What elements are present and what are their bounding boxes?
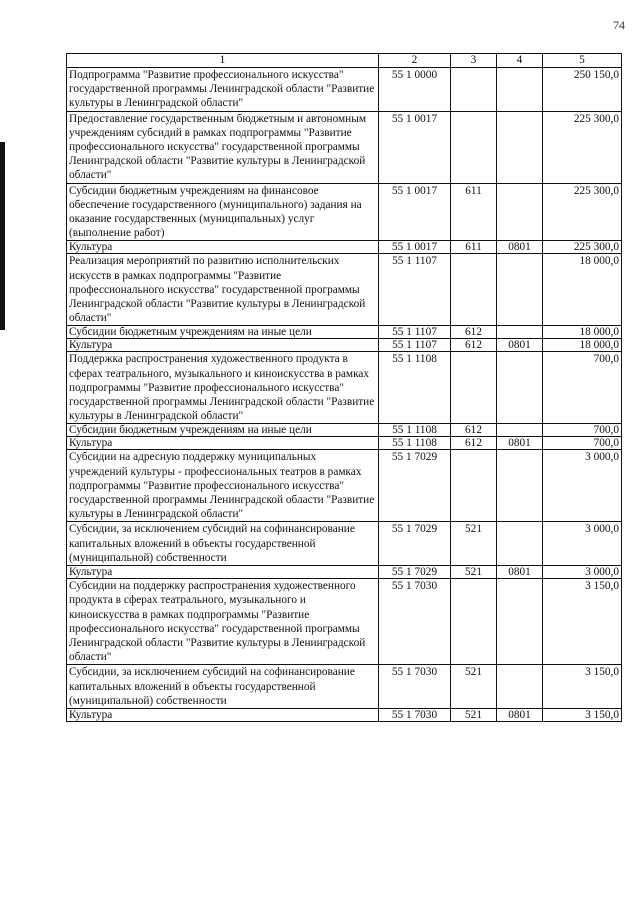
- budget-table-body: [67, 54, 622, 722]
- cell-name: Поддержка распространения художественного продукта в сферах театрального, музыкального и киноискусства в рамках подпрограммы "Развитие профессионального искусства" государственной программы Ленинградской области "Развитие культуры в Ленинградской области": [67, 352, 379, 424]
- cell-expense-type: [451, 352, 497, 424]
- table-row: [67, 326, 622, 339]
- cell-amount: 3 000,0: [543, 522, 622, 566]
- cell-name: Культура: [67, 566, 379, 579]
- cell-section: 0801: [497, 339, 543, 352]
- cell-name: Субсидии бюджетным учреждениям на финансовое обеспечение государственного (муниципального) задания на оказание государственных (муниципальных) услуг (выполнение работ): [67, 183, 379, 241]
- cell-name: Субсидии, за исключением субсидий на софинансирование капитальных вложений в объекты государственной (муниципальной) собственности: [67, 665, 379, 709]
- cell-section: [497, 450, 543, 522]
- page-number: 74: [613, 18, 625, 32]
- table-row: [67, 183, 622, 241]
- cell-name: Предоставление государственным бюджетным и автономным учреждениям субсидий в рамках подпрограммы "Развитие профессионального искусства" государственной программы Ленинградской области "Развитие культуры в Ленинградской области": [67, 111, 379, 183]
- table-row: [67, 450, 622, 522]
- cell-expense-type: [451, 111, 497, 183]
- cell-name: Культура: [67, 708, 379, 721]
- cell-expense-type: [451, 68, 497, 112]
- cell-code: 55 1 1108: [379, 352, 451, 424]
- table-row: [67, 339, 622, 352]
- cell-expense-type: 611: [451, 183, 497, 241]
- cell-code: 55 1 7030: [379, 579, 451, 665]
- cell-name: Субсидии бюджетным учреждениям на иные цели: [67, 326, 379, 339]
- cell-name: Субсидии на поддержку распространения художественного продукта в сферах театрального, музыкального и киноискусства в рамках подпрограммы "Развитие профессионального искусства" государственной программы Ленинградской области "Развитие культуры в Ленинградской области": [67, 579, 379, 665]
- cell-amount: 3 000,0: [543, 566, 622, 579]
- column-header-5: 5: [543, 54, 622, 68]
- table-row: [67, 352, 622, 424]
- cell-code: 55 1 0017: [379, 111, 451, 183]
- cell-section: [497, 424, 543, 437]
- cell-amount: 225 300,0: [543, 241, 622, 254]
- cell-code: 55 1 0017: [379, 183, 451, 241]
- cell-code: 55 1 1107: [379, 254, 451, 326]
- table-row: [67, 566, 622, 579]
- cell-expense-type: 521: [451, 522, 497, 566]
- cell-code: 55 1 7029: [379, 566, 451, 579]
- cell-code: 55 1 1107: [379, 326, 451, 339]
- cell-code: 55 1 0017: [379, 241, 451, 254]
- table-row: [67, 708, 622, 721]
- column-header-3: 3: [451, 54, 497, 68]
- table-row: [67, 424, 622, 437]
- cell-section: [497, 183, 543, 241]
- cell-section: [497, 522, 543, 566]
- cell-amount: 3 150,0: [543, 708, 622, 721]
- cell-code: 55 1 1107: [379, 339, 451, 352]
- table-row: [67, 522, 622, 566]
- cell-name: Субсидии, за исключением субсидий на софинансирование капитальных вложений в объекты государственной (муниципальной) собственности: [67, 522, 379, 566]
- cell-amount: 250 150,0: [543, 68, 622, 112]
- cell-amount: 3 150,0: [543, 579, 622, 665]
- cell-name: Подпрограмма "Развитие профессионального искусства" государственной программы Ленинградской области "Развитие культуры в Ленинградской области": [67, 68, 379, 112]
- cell-amount: 18 000,0: [543, 254, 622, 326]
- column-header-4: 4: [497, 54, 543, 68]
- cell-section: [497, 579, 543, 665]
- cell-amount: 18 000,0: [543, 326, 622, 339]
- cell-section: 0801: [497, 708, 543, 721]
- table-row: [67, 579, 622, 665]
- cell-amount: 700,0: [543, 424, 622, 437]
- column-number-row: [67, 54, 622, 68]
- cell-expense-type: 612: [451, 326, 497, 339]
- cell-code: 55 1 1108: [379, 424, 451, 437]
- table-row: [67, 68, 622, 112]
- cell-section: [497, 352, 543, 424]
- cell-amount: 225 300,0: [543, 111, 622, 183]
- table-row: [67, 254, 622, 326]
- cell-expense-type: 521: [451, 665, 497, 709]
- cell-name: Субсидии на адресную поддержку муниципальных учреждений культуры - профессиональных театров в рамках подпрограммы "Развитие профессионального искусства" государственной программы Ленинградской области "Развитие культуры в Ленинградской области": [67, 450, 379, 522]
- cell-code: 55 1 7029: [379, 522, 451, 566]
- cell-code: 55 1 7029: [379, 450, 451, 522]
- cell-section: [497, 111, 543, 183]
- cell-code: 55 1 0000: [379, 68, 451, 112]
- scan-edge-mark: [0, 142, 5, 330]
- cell-name: Реализация мероприятий по развитию исполнительских искусств в рамках подпрограммы "Развитие профессионального искусства" государственной программы Ленинградской области "Развитие культуры в Ленинградской области": [67, 254, 379, 326]
- cell-amount: 225 300,0: [543, 183, 622, 241]
- cell-expense-type: 612: [451, 424, 497, 437]
- cell-code: 55 1 7030: [379, 708, 451, 721]
- cell-section: [497, 326, 543, 339]
- cell-section: 0801: [497, 566, 543, 579]
- cell-section: 0801: [497, 241, 543, 254]
- cell-code: 55 1 7030: [379, 665, 451, 709]
- cell-amount: 3 150,0: [543, 665, 622, 709]
- cell-name: Культура: [67, 437, 379, 450]
- table-row: [67, 665, 622, 709]
- cell-expense-type: 612: [451, 437, 497, 450]
- cell-section: [497, 665, 543, 709]
- cell-amount: 3 000,0: [543, 450, 622, 522]
- cell-expense-type: 521: [451, 566, 497, 579]
- cell-expense-type: [451, 579, 497, 665]
- cell-section: 0801: [497, 437, 543, 450]
- cell-amount: 700,0: [543, 352, 622, 424]
- cell-name: Культура: [67, 241, 379, 254]
- cell-expense-type: 612: [451, 339, 497, 352]
- cell-section: [497, 68, 543, 112]
- cell-name: Субсидии бюджетным учреждениям на иные цели: [67, 424, 379, 437]
- cell-expense-type: 611: [451, 241, 497, 254]
- cell-code: 55 1 1108: [379, 437, 451, 450]
- cell-section: [497, 254, 543, 326]
- cell-amount: 700,0: [543, 437, 622, 450]
- table-row: [67, 241, 622, 254]
- column-header-1: 1: [67, 54, 379, 68]
- cell-expense-type: [451, 450, 497, 522]
- column-header-2: 2: [379, 54, 451, 68]
- cell-name: Культура: [67, 339, 379, 352]
- cell-expense-type: [451, 254, 497, 326]
- cell-expense-type: 521: [451, 708, 497, 721]
- table-row: [67, 437, 622, 450]
- cell-amount: 18 000,0: [543, 339, 622, 352]
- budget-table: [66, 53, 622, 722]
- table-row: [67, 111, 622, 183]
